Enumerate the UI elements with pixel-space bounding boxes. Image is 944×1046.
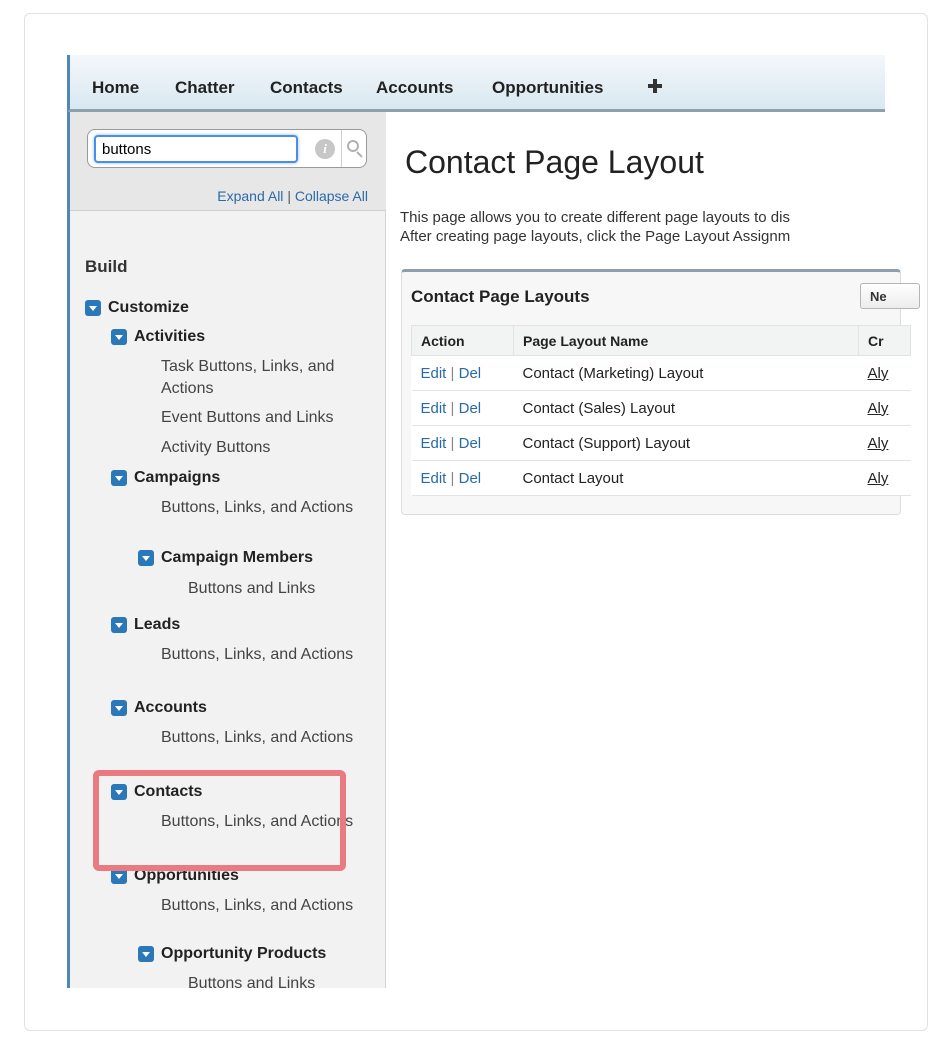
delete-link[interactable]: Del: [458, 399, 482, 417]
layout-name-cell: Contact (Support) Layout: [514, 426, 859, 461]
created-by-link[interactable]: Aly: [859, 461, 911, 496]
tab-contacts[interactable]: Contacts: [270, 78, 343, 97]
collapse-toggle-icon[interactable]: [85, 300, 101, 316]
row-actions: [412, 356, 514, 391]
tree-leaf-task-buttons[interactable]: Task Buttons, Links, and Actions: [161, 358, 335, 397]
setup-sidebar: buttons i Expand All | Collapse All Build Customize Activities Task Buttons, Links, and Actions Event Buttons and Links Activity Buttons Campaigns Buttons, Links, and Actions Campaign Members Buttons and Links Leads Buttons, Links, and Actions Accounts Buttons, Links, and Actions Contacts Buttons, Links, and Actions Opportunities Buttons, Links, and Actions Opportunity Products Buttons and Links: [67, 112, 386, 988]
collapse-toggle-icon[interactable]: [111, 329, 127, 345]
table-row: [412, 426, 911, 461]
intro-text: [400, 208, 790, 246]
table-row: [412, 461, 911, 496]
delete-link[interactable]: Del: [458, 434, 482, 452]
tree-leaf-event-buttons[interactable]: Event Buttons and Links: [161, 409, 334, 426]
search-button[interactable]: [341, 130, 368, 167]
panel-title: Contact Page Layouts: [411, 287, 590, 306]
collapse-toggle-icon[interactable]: [111, 700, 127, 716]
layout-name-cell: Contact Layout: [514, 461, 859, 496]
delete-link[interactable]: Del: [458, 364, 482, 382]
tree-leaf-activity-buttons[interactable]: Activity Buttons: [161, 439, 271, 456]
tree-leaf-lead-buttons[interactable]: Buttons, Links, and Actions: [161, 646, 354, 663]
column-header-action: Action: [412, 326, 514, 356]
search-icon: [347, 140, 364, 157]
quick-find-panel: [70, 112, 386, 211]
tree-leaf-contact-buttons[interactable]: Buttons, Links, and Actions: [161, 813, 354, 830]
tab-chatter[interactable]: Chatter: [175, 78, 235, 97]
expand-all-link[interactable]: Expand All: [217, 188, 284, 204]
created-by-link[interactable]: Aly: [859, 391, 911, 426]
contacts-highlight-box: [93, 770, 346, 871]
new-layout-button[interactable]: Ne: [860, 283, 920, 309]
table-row: [412, 391, 911, 426]
edit-link[interactable]: Edit: [420, 434, 447, 452]
info-icon[interactable]: i: [315, 139, 335, 159]
layout-name-cell: Contact (Sales) Layout: [514, 391, 859, 426]
layout-name-cell: Contact (Marketing) Layout: [514, 356, 859, 391]
row-actions: [412, 461, 514, 496]
main-content: [387, 112, 889, 988]
collapse-all-link[interactable]: Collapse All: [294, 188, 368, 204]
tab-home[interactable]: Home: [92, 78, 140, 97]
action-separator: |: [450, 364, 455, 382]
delete-link[interactable]: Del: [458, 469, 482, 487]
collapse-toggle-icon[interactable]: [111, 617, 127, 633]
edit-link[interactable]: Edit: [420, 364, 447, 382]
row-actions: [412, 426, 514, 461]
column-header-layout-name: Page Layout Name: [514, 326, 859, 356]
top-nav-bar: [67, 55, 885, 112]
quick-find-input[interactable]: [94, 135, 298, 163]
edit-link[interactable]: Edit: [420, 399, 447, 417]
action-separator: |: [450, 434, 455, 452]
tree-leaf-account-buttons[interactable]: Buttons, Links, and Actions: [161, 729, 354, 746]
tree-leaf-opportunity-buttons[interactable]: Buttons, Links, and Actions: [161, 897, 354, 914]
page-title: Contact Page Layout: [405, 144, 704, 180]
created-by-link[interactable]: Aly: [859, 356, 911, 391]
table-row: [412, 356, 911, 391]
action-separator: |: [450, 469, 455, 487]
tree-leaf-campaign-buttons[interactable]: Buttons, Links, and Actions: [161, 499, 354, 516]
row-actions: [412, 391, 514, 426]
plus-icon[interactable]: [648, 79, 662, 93]
column-header-created-by: Cr: [859, 326, 911, 356]
build-section-title: Build: [85, 257, 128, 276]
intro-line: After creating page layouts, click the Page Layout Assignm: [400, 228, 791, 245]
tab-opportunities[interactable]: Opportunities: [492, 78, 604, 97]
action-separator: |: [450, 399, 455, 417]
collapse-toggle-icon[interactable]: [138, 946, 154, 962]
tree-leaf-opportunity-product-buttons[interactable]: Buttons and Links: [188, 975, 316, 992]
tree-leaf-campaign-member-buttons[interactable]: Buttons and Links: [188, 580, 316, 597]
page-layouts-table: [411, 325, 911, 496]
quick-find-box: [87, 129, 367, 168]
edit-link[interactable]: Edit: [420, 469, 447, 487]
tab-accounts[interactable]: Accounts: [376, 78, 454, 97]
intro-line: This page allows you to create different page layouts to dis: [400, 209, 790, 226]
created-by-link[interactable]: Aly: [859, 426, 911, 461]
link-separator: |: [287, 188, 291, 204]
collapse-toggle-icon[interactable]: [111, 470, 127, 486]
page-layouts-panel: [401, 269, 901, 515]
expand-collapse-links: [217, 188, 368, 204]
table-header-row: [412, 326, 911, 356]
collapse-toggle-icon[interactable]: [138, 550, 154, 566]
